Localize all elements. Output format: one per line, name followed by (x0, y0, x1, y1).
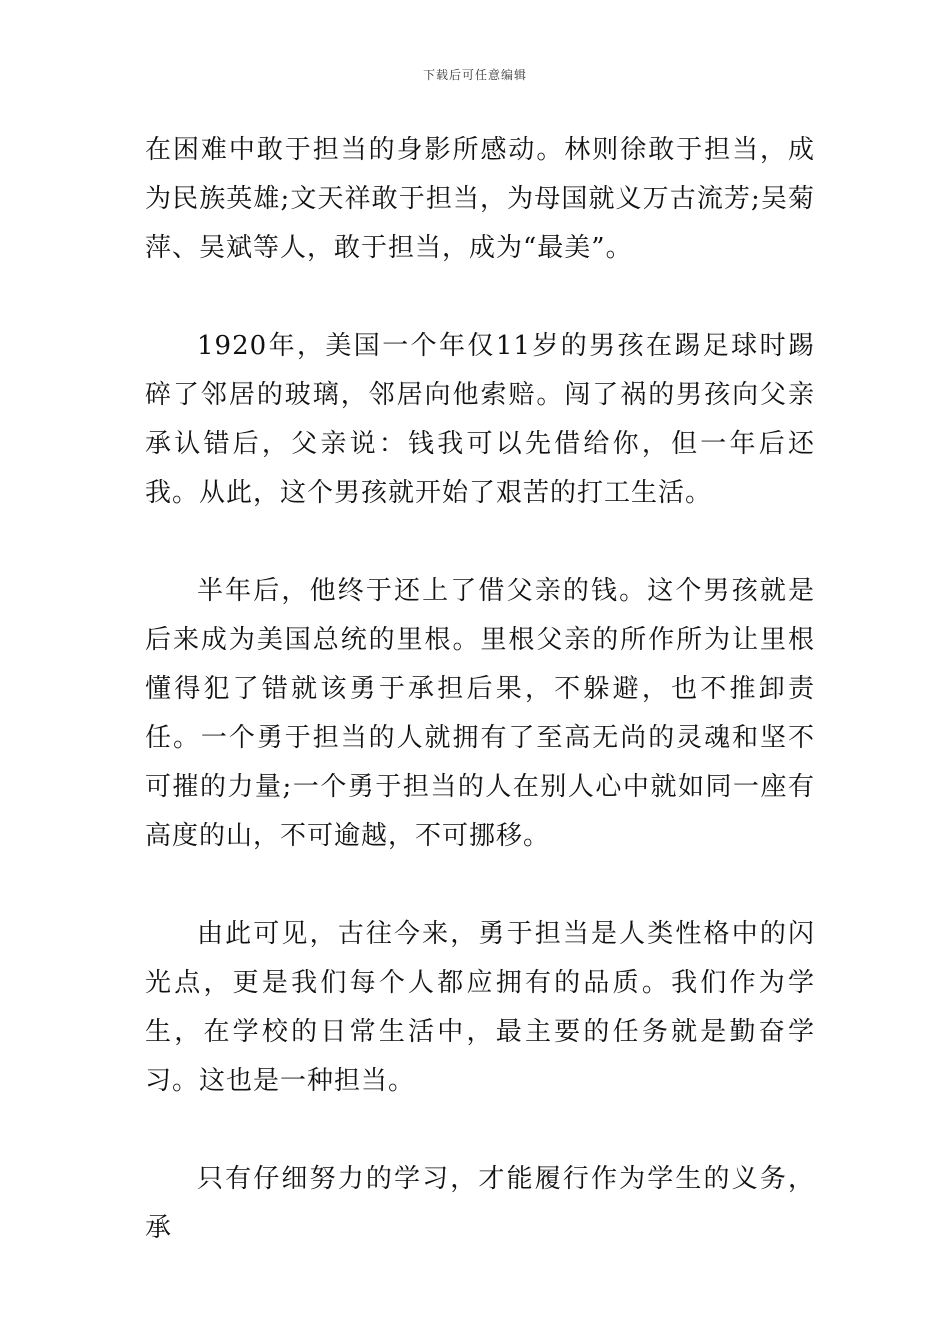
page-header: 下载后可任意编辑 (422, 68, 527, 82)
paragraph-4: 由此可见，古往今来，勇于担当是人类性格中的闪光点，更是我们每个人都应拥有的品质。我们作为学生，在学校的日常生活中，最主要的任务就是勤奋学习。这也是一种担当。 (145, 919, 815, 1096)
paragraph-1: 在困难中敢于担当的身影所感动。林则徐敢于担当，成为民族英雄;文天祥敢于担当，为母国就义万古流芳;吴菊萍、吴斌等人，敢于担当，成为“最美”。 (145, 135, 815, 263)
paragraph-2: 1920年，美国一个年仅11岁的男孩在踢足球时踢碎了邻居的玻璃，邻居向他索赔。闯了祸的男孩向父亲承认错后，父亲说：钱我可以先借给你，但一年后还我。从此，这个男孩就开始了艰苦的打工生活。 (145, 331, 815, 508)
paragraph-gap (145, 861, 815, 910)
paragraph-3: 半年后，他终于还上了借父亲的钱。这个男孩就是后来成为美国总统的里根。里根父亲的所作所为让里根懂得犯了错就该勇于承担后果，不躲避，也不推卸责任。一个勇于担当的人就拥有了至高无尚的灵魂和坚不可摧的力量;一个勇于担当的人在别人心中就如同一座有高度的山，不可逾越，不可挪移。 (145, 576, 815, 851)
paragraph-gap (145, 273, 815, 322)
paragraph-gap (145, 1106, 815, 1155)
paragraph-gap (145, 518, 815, 567)
paragraph-5: 只有仔细努力的学习，才能履行作为学生的义务，承 (145, 1164, 815, 1243)
document-body (145, 126, 815, 1253)
